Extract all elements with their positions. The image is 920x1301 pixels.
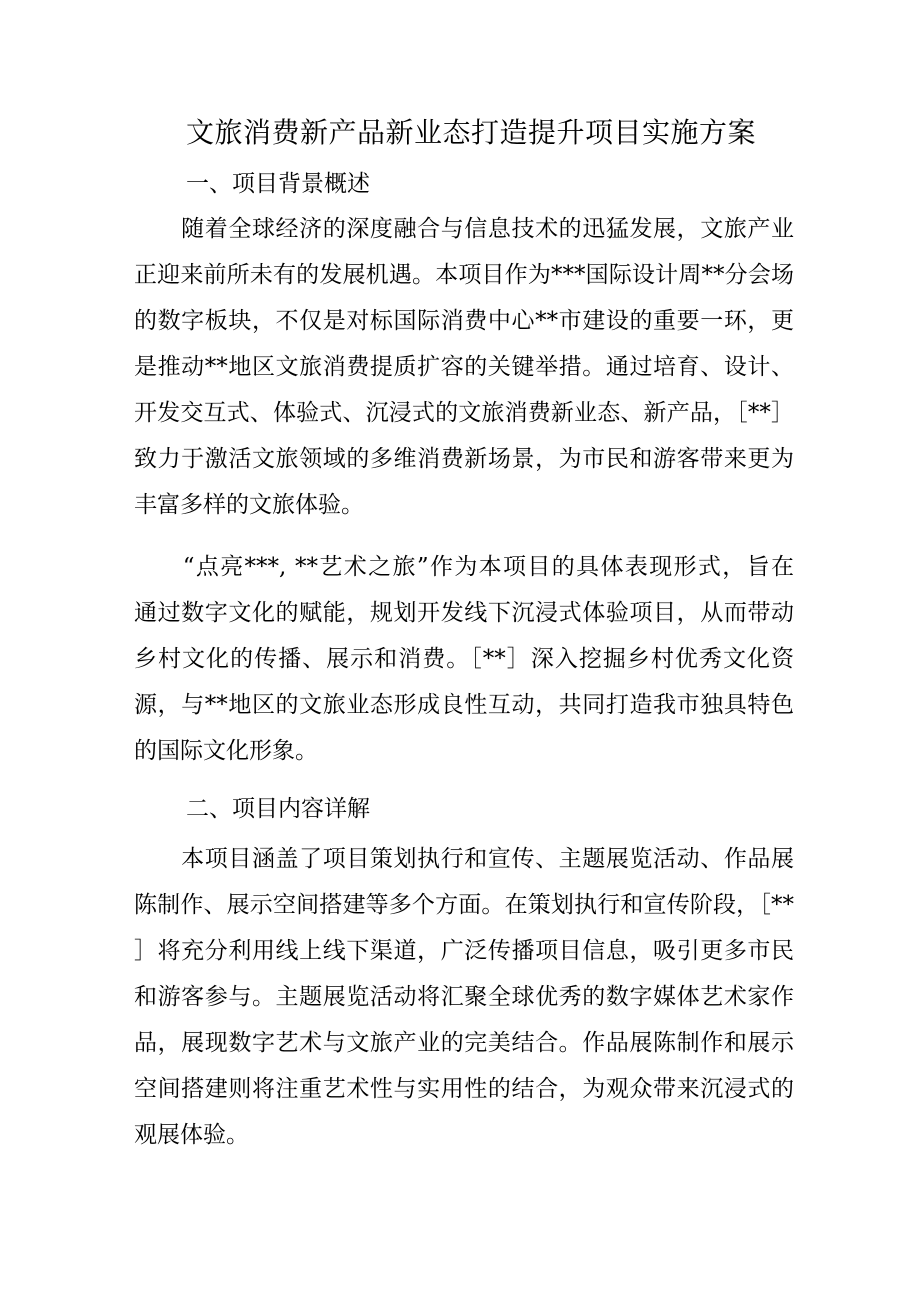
text-line: 陈制作、展示空间搭建等多个方面。在策划执行和宣传阶段，［**	[134, 892, 794, 918]
text-line: 观展体验。	[134, 1122, 249, 1148]
text-line: 源，与**地区的文旅业态形成良性互动，共同打造我市独具特色	[134, 692, 794, 718]
text-line: 品，展现数字艺术与文旅产业的完美结合。作品展陈制作和展示	[134, 1030, 794, 1056]
text-line: 通过数字文化的赋能，规划开发线下沉浸式体验项目，从而带动	[134, 600, 794, 626]
paragraph-content-1	[134, 836, 794, 1158]
section-heading-content: 二、项目内容详解	[186, 796, 370, 822]
text-line: 致力于激活文旅领域的多维消费新场景，为市民和游客带来更为	[134, 446, 794, 472]
text-line: 是推动**地区文旅消费提质扩容的关键举措。通过培育、设计、	[134, 354, 794, 380]
text-line: 空间搭建则将注重艺术性与实用性的结合，为观众带来沉浸式的	[134, 1076, 794, 1102]
text-line: 开发交互式、体验式、沉浸式的文旅消费新业态、新产品，［**］	[134, 400, 794, 426]
text-line: 丰富多样的文旅体验。	[134, 492, 364, 518]
text-line: 随着全球经济的深度融合与信息技术的迅猛发展，文旅产业	[134, 216, 794, 242]
text-line: “点亮***, **艺术之旅”作为本项目的具体表现形式，旨在	[134, 554, 794, 580]
section-heading-background: 一、项目背景概述	[186, 171, 370, 197]
paragraph-background-2	[134, 544, 794, 774]
text-line: 的国际文化形象。	[134, 738, 318, 764]
text-line: 本项目涵盖了项目策划执行和宣传、主题展览活动、作品展	[134, 846, 794, 872]
text-line: 正迎来前所未有的发展机遇。本项目作为***国际设计周**分会场	[134, 262, 794, 288]
text-line: 的数字板块，不仅是对标国际消费中心**市建设的重要一环，更	[134, 308, 794, 334]
text-line: 乡村文化的传播、展示和消费。［**］深入挖掘乡村优秀文化资	[134, 646, 794, 672]
text-line: ］将充分利用线上线下渠道，广泛传播项目信息，吸引更多市民	[134, 938, 794, 964]
paragraph-background-1	[134, 206, 794, 528]
document-title: 文旅消费新产品新业态打造提升项目实施方案	[186, 116, 757, 149]
text-line: 和游客参与。主题展览活动将汇聚全球优秀的数字媒体艺术家作	[134, 984, 794, 1010]
